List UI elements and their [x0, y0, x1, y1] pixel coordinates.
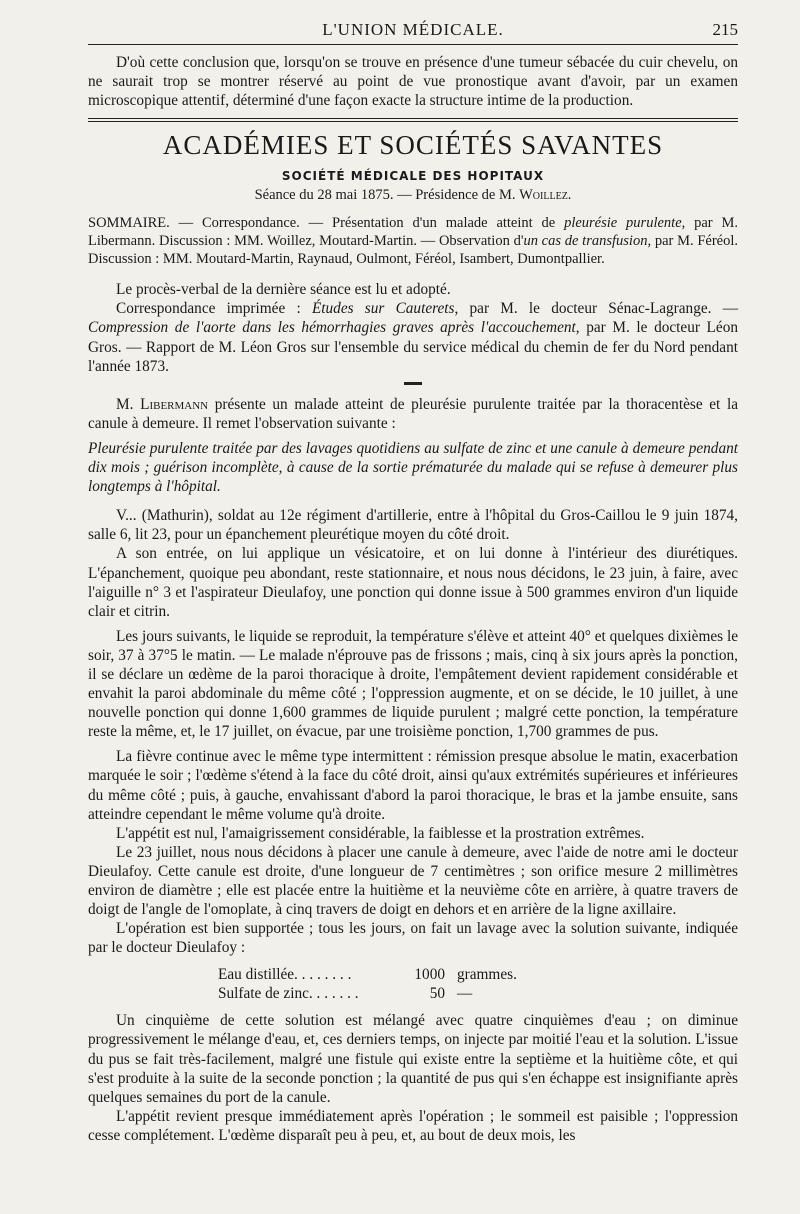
section-title: ACADÉMIES ET SOCIÉTÉS SAVANTES: [162, 130, 664, 161]
seance-text: Séance du 28 mai 1875. — Présidence de M.: [254, 187, 520, 204]
seance-line: [88, 187, 738, 204]
corr-text-3: , par M. le docteur Léon Gros. — Rapport de M. Léon Gros sur l'ensemble du service médical du chemin de fer du Nord pendant l'année 1873.: [88, 319, 738, 375]
section-double-rule: [88, 118, 738, 122]
formula-row: [218, 984, 738, 1003]
sommaire-italic-1: pleurésie purulente: [564, 215, 682, 232]
formula-unit: —: [457, 985, 473, 1003]
society-heading: SOCIÉTÉ MÉDICALE DES HOPITAUX: [281, 169, 545, 184]
paragraph-a-2: Les jours suivants, le liquide se reproduit, la température s'élève et atteint 40° et quelques dixièmes le soir, 37 à 37°5 le matin. — Le malade n'éprouve pas de frissons ; mais, cinq à six jours après la ponction, il se déclare un œdème de la paroi thoracique à droite, l'empâtement devient rapidement considérable et envahit la paroi abdominale du même côté ; l'oppression augmente, et on se décide, le 10 juillet, à une nouvelle ponction qui donne 1,600 grammes de liquide purulent ; malgré cette ponction, la température reste la même, et, le 17 juillet, on évacue, par une troisième ponction, 1,700 grammes de pus.: [88, 627, 738, 741]
proces-verbal: Le procès-verbal de la dernière séance est lu et adopté.: [116, 281, 451, 299]
corr-text-2: , par M. le docteur Sénac-Lagrange. —: [454, 300, 738, 318]
libermann-name: Libermann: [140, 395, 209, 413]
formula-row: [218, 965, 738, 984]
paragraph-a-1: A son entrée, on lui applique un vésicatoire, et on lui donne à l'intérieur des diurétiques. L'épanchement, quoique peu abondant, reste stationnaire, et nous nous décidons, le 23 juin, à faire, avec l'aiguille n° 3 et l'aspirateur Dieulafoy, une ponction qui donne issue à 500 grammes environ d'un liquide clair et citrin.: [88, 545, 738, 620]
sommaire-text-3: , par M. Féréol. Discussion : MM. Moutard-Martin, Raynaud, Oulmont, Féréol, Isambert, Dumontpallier.: [88, 233, 739, 268]
sommaire-text-1: — Correspondance. — Présentation d'un malade atteint de: [169, 215, 565, 232]
corr-italic-2: Compression de l'aorte dans les hémorrhagies graves après l'accouchement: [88, 319, 576, 337]
libermann-text: présente un malade atteint de pleurésie purulente traitée par la thoracentèse et la canule à demeure. Il remet l'observation suivante :: [88, 395, 739, 432]
sommaire-italic-2: un cas de transfusion: [523, 233, 648, 250]
paragraph-a-3: La fièvre continue avec le même type intermittent : rémission presque absolue le matin, exacerbation marquée le soir ; l'œdème s'étend à la face du côté droit, ainsi qu'aux extrémités supérieures et inférieures du même côté ; puis, à gauche, envahissant d'abord la paroi thoracique, le bras et la jambe ensuite, sans atteindre cependant le même volume qu'à droite.: [88, 748, 738, 823]
formula-ingredient: Eau distillée. . . . . . . .: [218, 966, 352, 984]
formula-unit: grammes.: [457, 966, 517, 984]
formula-quantity: 1000: [414, 966, 445, 984]
observation-title: Pleurésie purulente traitée par des lavages quotidiens au sulfate de zinc et une canule à demeure pendant dix mois ; guérison incomplète, à cause de la sortie prématurée du malade qui se refuse à demeurer plus longtemps à l'hôpital.: [88, 439, 738, 496]
paragraph-a-6: L'opération est bien supportée ; tous les jours, on fait un lavage avec la solution suivante, indiquée par le docteur Dieulafoy :: [88, 920, 738, 957]
paragraph-b-0: Un cinquième de cette solution est mélangé avec quatre cinquièmes d'eau ; on diminue progressivement le mélange d'eau, et, ces derniers temps, on injecte par moitié l'eau et la solution. L'issue du pus se fait très-facilement, malgré une fistule qui existe entre la septième et la huitième côte, et qui s'est produite à la suite de la seconde ponction ; la quantité de pus qui s'en échappe est insignifiante après quelques semaines du port de la canule.: [88, 1012, 738, 1106]
corr-italic-1: Études sur Cauterets: [311, 300, 455, 318]
sommaire-label: SOMMAIRE.: [88, 215, 170, 232]
libermann-paragraph: [88, 395, 738, 433]
intro-paragraph: D'où cette conclusion que, lorsqu'on se trouve en présence d'une tumeur sébacée du cuir chevelu, on ne saurait trop se montrer réservé au point de vue pronostique avant d'avoir, par un examen microscopique attentif, déterminé d'une façon exacte la structure intime de la production.: [88, 54, 738, 110]
paragraph-a-4: L'appétit est nul, l'amaigrissement considérable, la faiblesse et la prostration extrêmes.: [116, 824, 645, 842]
formula-table: [218, 965, 738, 1003]
formula-ingredient: Sulfate de zinc. . . . . . .: [218, 985, 359, 1003]
seance-president: Woillez.: [519, 187, 572, 204]
paragraph-a-5: Le 23 juillet, nous nous décidons à placer une canule à demeure, avec l'aide de notre ami le docteur Dieulafoy. Cette canule est droite, d'une longueur de 7 centimètres ; son orifice mesure 2 millimètres environ de diamètre ; elle est placée entre la huitième et la neuvième côte en arrière, à quatre travers de doigt de l'angle de l'omoplate, à cinq travers de doigt en dehors et en arrière de la ligne axillaire.: [88, 843, 738, 919]
paragraph-a-0: V... (Mathurin), soldat au 12e régiment d'artillerie, entre à l'hôpital du Gros-Caillou le 9 juin 1874, salle 6, lit 23, pour un épanchement pleurétique moyen du côté droit.: [88, 507, 738, 544]
corr-text-1: Correspondance imprimée :: [116, 300, 312, 318]
sommaire: [88, 214, 738, 268]
libermann-prefix: M.: [116, 395, 141, 413]
page-number: 215: [712, 20, 738, 39]
header-rule: [88, 44, 738, 45]
correspondance-paragraph: [88, 299, 738, 375]
journal-title: L'UNION MÉDICALE.: [322, 20, 504, 39]
paragraph-b-1: L'appétit revient presque immédiatement après l'opération ; le sommeil est paisible ; l'oppression cesse complétement. L'œdème disparaît peu à peu, et, au bout de deux mois, les: [88, 1107, 738, 1144]
running-header: [88, 0, 738, 40]
separator-dash: [404, 382, 422, 385]
sommaire-text-2: , par M. Libermann. Discussion : MM. Woillez, Moutard-Martin. — Observation d': [88, 215, 738, 250]
formula-quantity: 50: [429, 985, 445, 1003]
